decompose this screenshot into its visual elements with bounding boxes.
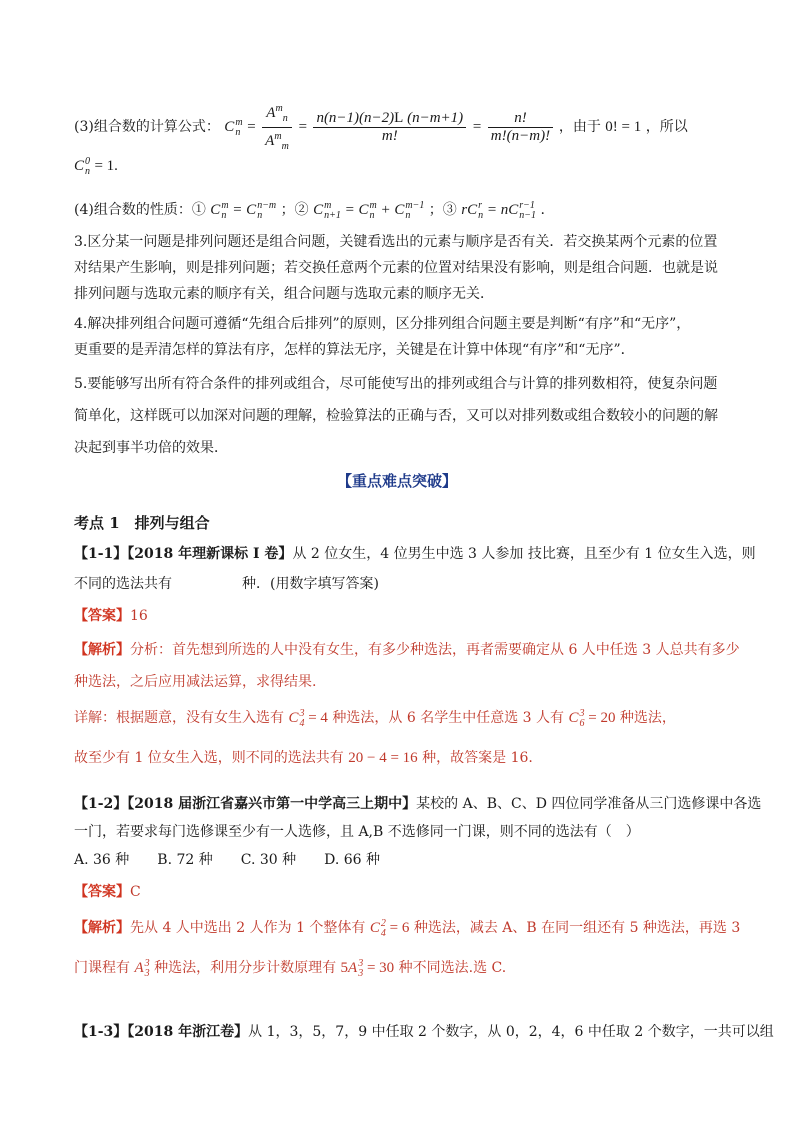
paragraph-3-line-c: 排列问题与选取元素的顺序有关，组合问题与选取元素的顺序无关． [74, 286, 494, 302]
q2-line-b: 一门，若要求每门选修课至少有一人选修，且 A,B 不选修同一门课，则不同的选法有（ ） [74, 824, 640, 840]
q1-line-a [74, 544, 756, 564]
q1-analysis-line-b: 种选法，之后应用减法运算，求得结果. [74, 674, 317, 690]
q1-tag: 【1-1】 [74, 546, 128, 562]
q3-tag: 【1-3】 [74, 1024, 128, 1040]
formula-3-zero-factorial: 0! = 1 [605, 118, 642, 135]
property-4-formula-3: rC r n = nC r−1 n−1 [461, 199, 536, 221]
q2-analysis-formula-3: 5A 3 3 = 30 [340, 957, 395, 979]
q2-source: 【2018 届浙江省嘉兴市第一中学高三上期中】 [127, 796, 417, 812]
q1-detail-b1: 故至少有 1 位女生入选，则不同的选法共有 [74, 750, 344, 766]
property-4-sep-3: ；③ [428, 202, 457, 218]
paragraph-4-line-b: 更重要的是弄清怎样的算法有序，怎样的算法无序，关键是在计算中体现“有序”和“无序”． [74, 342, 635, 358]
q2-analysis-a2: 种选法，减去 A、B 在同一组还有 5 种选法，再选 3 [413, 920, 741, 936]
property-4-prefix: (4)组合数的性质：① [74, 202, 206, 218]
formula-3-suffix: ，由于 [558, 118, 601, 135]
q1-detail-a3: 种选法， [619, 710, 676, 726]
paragraph-5-line-c: 决起到事半功倍的效果． [74, 440, 228, 456]
q2-analysis-b2: 种选法，利用分步计数原理有 [154, 960, 337, 976]
q1-detail-line-b [74, 748, 533, 768]
property-4-sep-2: ；② [280, 202, 309, 218]
q3-line-a [74, 1022, 774, 1042]
paragraph-3-line-a: 3.区分某一问题是排列问题还是组合问题，关键看选出的元素与顺序是否有关．若交换某两个元素的位置 [74, 234, 718, 250]
q1-analysis-line-a [74, 640, 740, 660]
q3-source: 【2018 年浙江卷】 [127, 1024, 249, 1040]
q1-detail-a2: 种选法，从 6 名学生中任意选 3 人有 [332, 710, 565, 726]
formula-line-3b [74, 156, 118, 177]
q1-answer-line [74, 606, 148, 626]
q1-source: 【2018 年理新课标 I 卷】 [127, 546, 293, 562]
q3-text-a: 从 1，3，5，7，9 中任取 2 个数字，从 0，2，4，6 中任取 2 个数字，一共可以组 [248, 1024, 774, 1040]
q1-answer-tag: 【答案】 [74, 608, 130, 624]
q1-detail-formula-2: C 3 6 = 20 [568, 707, 616, 729]
q1-line-b: 不同的选法共有 种．(用数字填写答案) [74, 576, 379, 592]
q1-text-a: 从 2 位女生，4 位男生中选 3 人参加 技比赛，且至少有 1 位女生入选，则 [292, 546, 756, 562]
q1-detail-formula-3: 20 − 4 = 16 [348, 750, 418, 766]
paragraph-4-line-a: 4.解决排列组合问题可遵循“先组合后排列”的原则，区分排列组合问题主要是判断“有序”和“无序”， [74, 316, 691, 332]
q1-detail-line-a [74, 708, 676, 729]
formula-3-end: ，所以 [645, 118, 688, 135]
property-line-4 [74, 200, 545, 221]
q2-answer-line [74, 882, 141, 902]
q2-line-a [74, 794, 761, 814]
q1-analysis-a: 分析：首先想到所选的人中没有女生，有多少种选法，再者需要确定从 6 人中任选 3 人总共有多少 [130, 642, 740, 658]
paragraph-3-line-b: 对结果产生影响，则是排列问题；若交换任意两个元素的位置对结果没有影响，则是组合问题．也就是说 [74, 260, 718, 276]
q2-analysis-line-b [74, 958, 506, 979]
q1-detail-b2: 种，故答案是 16. [422, 750, 533, 766]
paragraph-5-line-a: 5.要能够写出所有符合条件的排列或组合，尽可能使写出的排列或组合与计算的排列数相符，使复杂问题 [74, 376, 718, 392]
q2-answer-tag: 【答案】 [74, 884, 130, 900]
q2-analysis-formula-2: A 3 3 [134, 957, 150, 979]
property-4-formula-2: C m n+1 = C m n + C m−1 n [313, 199, 425, 221]
q1-answer: 16 [130, 608, 148, 624]
q2-analysis-b3: 种不同选法.选 C. [398, 960, 507, 976]
formula-3-expression: C m n = $\frac{A^m_n}{A^m_m}$ = $\frac{n(n-1)(n-2)L (n-m+1)}{m!}$ = $\frac{n!}{m!(n-m)!}$ [224, 119, 559, 135]
q1-detail-formula-1: C 3 4 = 4 [288, 707, 328, 729]
q2-analysis-tag: 【解析】 [74, 920, 130, 936]
q1-analysis-tag: 【解析】 [74, 642, 130, 658]
formula-3b-value: = 1. [94, 158, 118, 174]
property-4-end: . [540, 202, 545, 218]
topic-heading: 考点 1 排列与组合 [74, 514, 210, 532]
q2-text-a: 某校的 A、B、C、D 四位同学准备从三门选修课中各选 [416, 796, 762, 812]
formula-3-prefix: (3)组合数的计算公式： [74, 118, 220, 135]
q2-analysis-a1: 先从 4 人中选出 2 人作为 1 个整体有 [130, 920, 366, 936]
q2-analysis-formula-1: C 2 4 = 6 [369, 917, 410, 939]
q2-answer: C [130, 884, 141, 900]
q1-detail-a1: 详解：根据题意，没有女生入选有 [74, 710, 284, 726]
property-4-formula-1: C m n = C n−m n [210, 199, 277, 221]
q2-options: A. 36 种 B. 72 种 C. 30 种 D. 66 种 [74, 852, 380, 868]
q2-tag: 【1-2】 [74, 796, 128, 812]
formula-line-3 [74, 100, 688, 152]
paragraph-5-line-b: 简单化，这样既可以加深对问题的理解，检验算法的正确与否，又可以对排列数或组合数较小的问题的解 [74, 408, 718, 424]
section-title: 【重点难点突破】 [336, 472, 457, 490]
q2-analysis-line-a [74, 918, 740, 939]
q2-analysis-b1: 门课程有 [74, 960, 130, 976]
formula-3b-expression: C 0 n [74, 155, 91, 177]
